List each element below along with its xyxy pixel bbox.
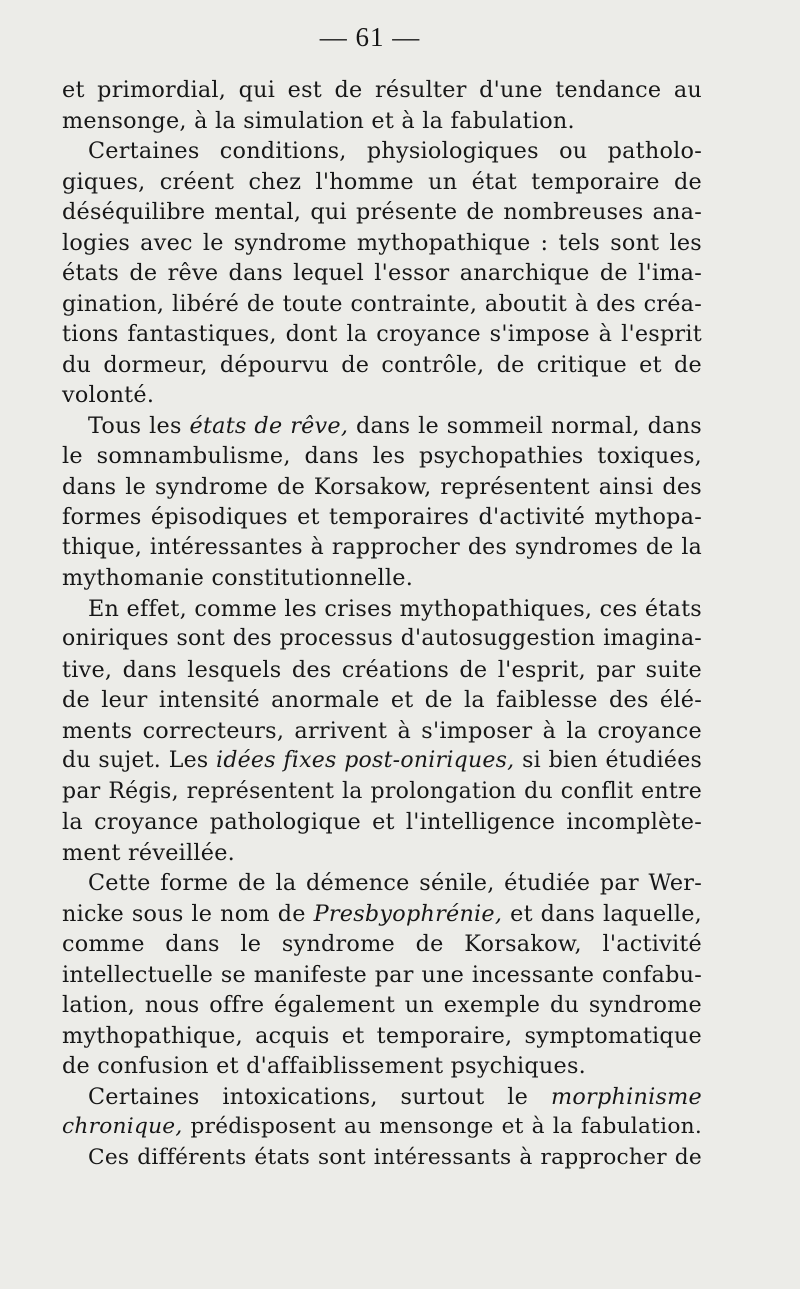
text-line: du dormeur, dépourvu de contrôle, de critique et de — [62, 351, 702, 378]
text-line: par Régis, représentent la prolongation du conflit entre — [62, 778, 702, 804]
text-line: mythomanie constitutionnelle. — [62, 565, 414, 591]
text-line: volonté. — [62, 382, 155, 408]
text-line: Cette forme de la démence sénile, étudiée par Wer- — [88, 870, 702, 896]
italic-segment: chronique, — [62, 1114, 183, 1139]
text-segment: dans le sommeil normal, dans — [348, 412, 702, 439]
text-line: gination, libéré de toute contrainte, aboutit à des créa- — [62, 290, 702, 317]
text-segment: nicke sous le nom de — [62, 900, 314, 927]
text-line: tive, dans lesquels des créations de l'esprit, par suite — [62, 656, 702, 683]
italic-segment: idées fixes post-oniriques, — [216, 748, 515, 773]
text-line: oniriques sont des processus d'autosuggestion imagina- — [62, 626, 702, 651]
page-number: — 61 — — [319, 22, 421, 52]
text-line: tions fantastiques, dont la croyance s'impose à l'esprit — [62, 321, 702, 347]
text-line: dans le syndrome de Korsakow, représentent ainsi des — [62, 473, 702, 500]
text-line: giques, créent chez l'homme un état temporaire de — [62, 168, 702, 195]
text-segment: si bien étudiées — [514, 748, 703, 773]
text-line: formes épisodiques et temporaires d'activité mythopa- — [62, 504, 702, 530]
text-line: ment réveillée. — [62, 839, 236, 866]
text-line: le somnambulisme, dans les psychopathies toxiques, — [62, 443, 702, 469]
text-line: déséquilibre mental, qui présente de nombreuses ana- — [62, 199, 702, 225]
text-line — [62, 411, 702, 442]
text-line — [62, 1082, 702, 1113]
text-line: la croyance pathologique et l'intelligence incomplète- — [62, 809, 702, 835]
text-segment: Tous les — [88, 412, 190, 439]
text-line — [62, 746, 702, 777]
text-line: mythopathique, acquis et temporaire, symptomatique — [62, 1022, 702, 1049]
text-segment: et dans laquelle, — [502, 900, 703, 927]
italic-segment: états de rêve, — [189, 412, 349, 439]
italic-segment: morphinisme — [550, 1083, 702, 1110]
text-line: Ces différents états sont intéressants à rapprocher de — [88, 1144, 702, 1170]
text-line: lation, nous offre également un exemple du syndrome — [62, 992, 702, 1018]
text-line: de leur intensité anormale et de la faiblesse des élé- — [62, 687, 702, 713]
text-line — [62, 1112, 702, 1143]
text-line: thique, intéressantes à rapprocher des syndromes de la — [62, 534, 702, 560]
text-line: ments correcteurs, arrivent à s'imposer à la croyance — [62, 717, 702, 744]
text-line: et primordial, qui est de résulter d'une tendance au — [62, 77, 702, 103]
text-line: logies avec le syndrome mythopathique : tels sont les — [62, 229, 702, 256]
text-line: En effet, comme les crises mythopathiques, ces états — [88, 595, 702, 622]
text-line: de confusion et d'affaiblissement psychiques. — [62, 1053, 587, 1079]
text-segment: prédisposent au mensonge et à la fabulation. — [182, 1114, 702, 1139]
text-line: comme dans le syndrome de Korsakow, l'activité — [62, 931, 702, 957]
body-text — [62, 75, 702, 1173]
text-segment: du sujet. Les — [62, 748, 217, 773]
text-line: intellectuelle se manifeste par une incessante confabu- — [62, 961, 702, 988]
text-line: états de rêve dans lequel l'essor anarchique de l'ima- — [62, 260, 702, 286]
text-line: mensonge, à la simulation et à la fabulation. — [62, 107, 575, 134]
text-segment: Certaines intoxications, surtout le — [88, 1083, 551, 1110]
text-line: Certaines conditions, physiologiques ou patholo- — [88, 138, 702, 164]
text-line — [62, 899, 702, 930]
italic-segment: Presbyophrénie, — [313, 900, 503, 927]
